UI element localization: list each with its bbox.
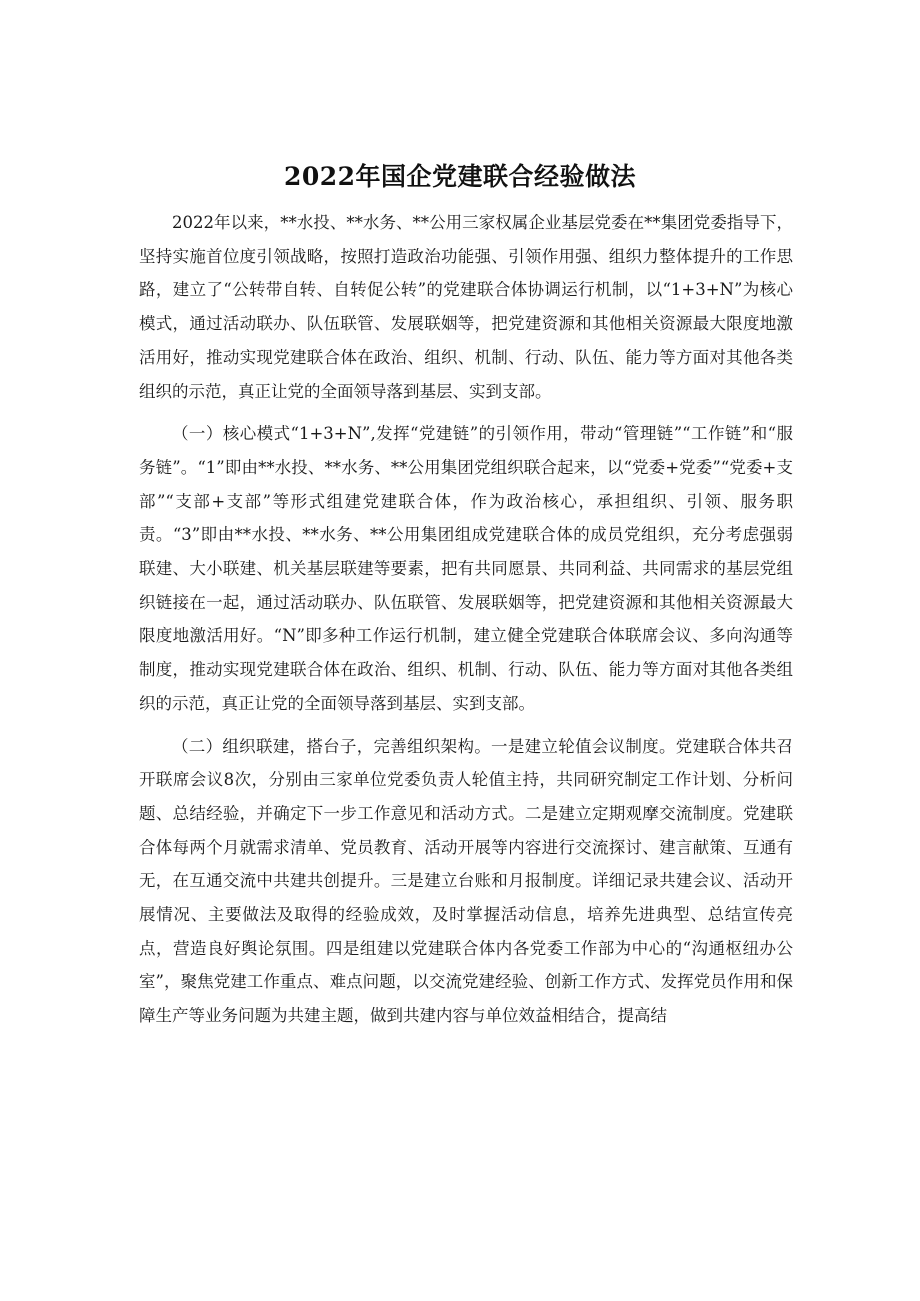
document-body (139, 206, 793, 1033)
paragraph-gap (139, 408, 793, 417)
paragraph-core-model: （一）核心模式“1+3+N”,发挥“党建链”的引领作用，带动“管理链”“工作链”和“服务链”。“1”即由**水投、**水务、**公用集团党组织联合起来，以“党委+党委”“党委+支部”“支部+支部”等形式组建党建联合体，作为政治核心，承担组织、引领、服务职责。“3”即由**水投、**水务、**公用集团组成党建联合体的成员党组织，充分考虑强弱联建、大小联建、机关基层联建等要素，把有共同愿景、共同利益、共同需求的基层党组织链接在一起，通过活动联办、队伍联管、发展联姻等，把党建资源和其他相关资源最大限度地激活用好。“N”即多种工作运行机制，建立健全党建联合体联席会议、多向沟通等制度，推动实现党建联合体在政治、组织、机制、行动、队伍、能力等方面对其他各类组织的示范，真正让党的全面领导落到基层、实到支部。 (139, 424, 793, 713)
document-title: 2022年国企党建联合经验做法 (283, 161, 637, 191)
paragraph-gap (139, 721, 793, 730)
paragraph-organization: （二）组织联建，搭台子，完善组织架构。一是建立轮值会议制度。党建联合体共召开联席会议8次，分别由三家单位党委负责人轮值主持，共同研究制定工作计划、分析问题、总结经验，并确定下一步工作意见和活动方式。二是建立定期观摩交流制度。党建联合体每两个月就需求清单、党员教育、活动开展等内容进行交流探讨、建言献策、互通有无，在互通交流中共建共创提升。三是建立台账和月报制度。详细记录共建会议、活动开展情况、主要做法及取得的经验成效，及时掌握活动信息，培养先进典型、总结宣传亮点，营造良好舆论氛围。四是组建以党建联合体内各党委工作部为中心的“沟通枢纽办公室”，聚焦党建工作重点、难点问题，以交流党建经验、创新工作方式、发挥党员作用和保障生产等业务问题为共建主题，做到共建内容与单位效益相结合，提高结 (139, 736, 793, 1026)
paragraph-intro: 2022年以来，**水投、**水务、**公用三家权属企业基层党委在**集团党委指导下，坚持实施首位度引领战略，按照打造政治功能强、引领作用强、组织力整体提升的工作思路，建立了“公转带自转、自转促公转”的党建联合体协调运行机制，以“1+3+N”为核心模式，通过活动联办、队伍联管、发展联姻等，把党建资源和其他相关资源最大限度地激活用好，推动实现党建联合体在政治、组织、机制、行动、队伍、能力等方面对其他各类组织的示范，真正让党的全面领导落到基层、实到支部。 (139, 213, 793, 401)
